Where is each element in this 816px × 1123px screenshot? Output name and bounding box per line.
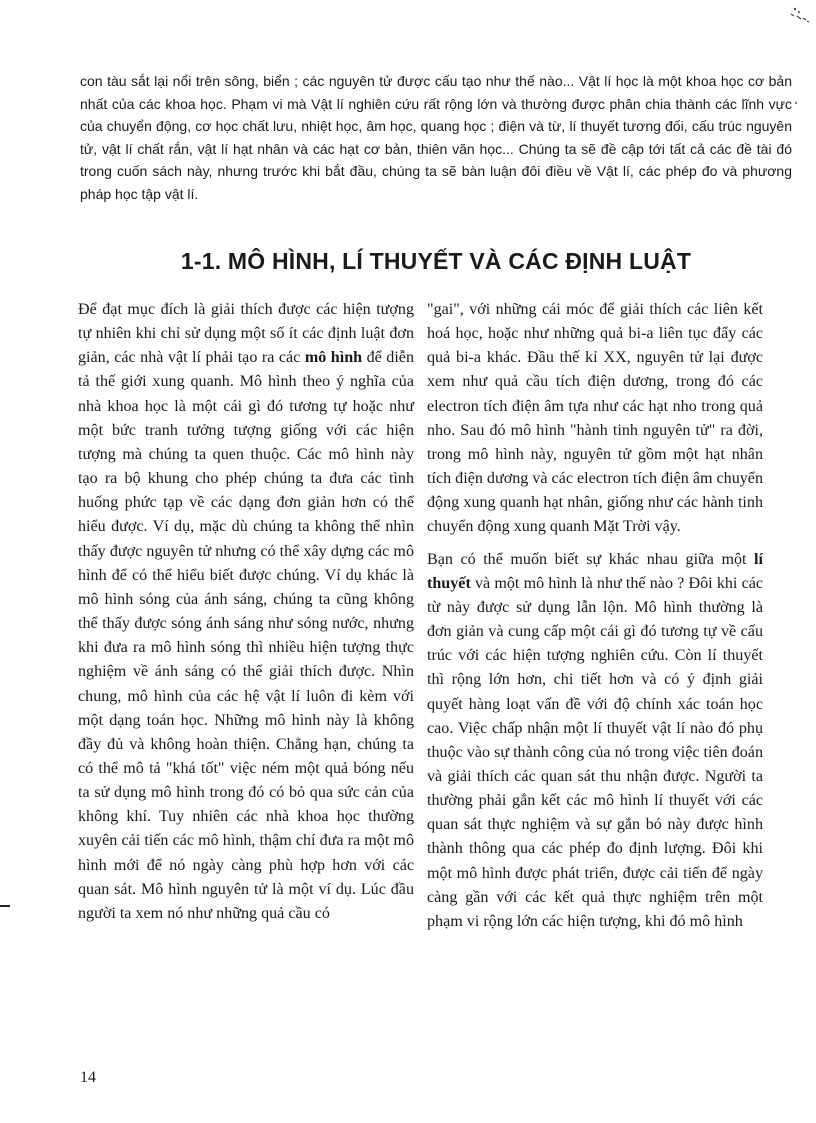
term-li-thuyet: lí thuyết [427,550,763,592]
term-mo-hinh: mô hình [304,349,363,367]
left-column [78,298,414,926]
section-heading: 1-1. MÔ HÌNH, LÍ THUYẾT VÀ CÁC ĐỊNH LUẬT [180,248,692,274]
right-p2-text-a: Bạn có thể muốn biết sự khác nhau giữa một [427,550,755,568]
margin-tick [0,905,10,907]
scan-corner-mark [785,4,813,26]
intro-paragraph: con tàu sắt lại nổi trên sông, biển ; các nguyên tử được cấu tạo như thế nào... Vật lí học là một khoa học cơ bản nhất của các khoa học. Phạm vi mà Vật lí nghiên cứu rất rộng lớn và thường được phân chia thành các lĩnh vực của chuyển động, cơ học chất lưu, nhiệt học, âm học, quang học ; điện và từ, lí thuyết tương đối, cấu trúc nguyên tử, vật lí chất rắn, vật lí hạt nhân và các hạt cơ bản, thiên văn học... Chúng ta sẽ đề cập tới tất cả các đề tài đó trong cuốn sách này, nhưng trước khi bắt đầu, chúng ta sẽ bàn luận đôi điều về Vật lí, các phép đo và phương pháp học tập vật lí. [80,73,792,202]
left-p1-text-a: Để đạt mục đích là giải thích được các hiện tượng tự nhiên khi chỉ sử dụng một số ít các định luật đơn giản, các nhà vật lí phải tạo ra các [78,301,414,367]
page-number: 14 [80,1069,96,1086]
left-p1-text-b: để diễn tả thế giới xung quanh. Mô hình theo ý nghĩa của nhà khoa học là một cái gì đó tương tự hoặc như một bức tranh tưởng tượng giống với các hiện tượng mà chúng ta quen thuộc. Các mô hình này tạo ra bộ khung cho phép chúng ta đưa các tình huống phức tạp về các dạng đơn giản hơn có thể hiểu được. Ví dụ, mặc dù chúng ta không thể nhìn thấy được nguyên tử nhưng có thể xây dựng các mô hình để có thể hiểu biết được chúng. Ví dụ khác là mô hình sóng của ánh sáng, chúng ta cũng không thể thấy được sóng ánh sáng như sóng nước, nhưng khi đưa ra mô hình sóng thì nhiều hiện tượng thực nghiệm về ánh sáng có thể giải thích được. Nhìn chung, mô hình của các hệ vật lí luôn đi kèm với một dạng toán học. Những mô hình này là không đầy đủ và không hoàn thiện. Chẳng hạn, chúng ta có thể mô tả "khá tốt" việc ném một quả bóng nếu ta sử dụng mô hình trong đó có bỏ qua sức cản của không khí. Tuy nhiên các nhà khoa học thường xuyên cải tiến các mô hình, thậm chí đưa ra một mô hình mới để nó ngày càng phù hợp hơn với các quan sát. Mô hình nguyên tử là một ví dụ. Lúc đầu người ta xem nó như những quả cầu có [78,349,414,922]
intro-block [80,70,792,205]
scan-dot [795,102,797,104]
left-paragraph-1 [78,298,414,926]
right-paragraph-1: "gai", với những cái móc để giải thích các liên kết hoá học, hoặc như những quả bi-a liên tục đẩy các quả bi-a khác. Đầu thế kỉ XX, nguyên tử lại được xem như quả cầu tích điện dương, trong đó các electron tích điện âm tựa như các hạt nho trong quả nho. Sau đó mô hình "hành tinh nguyên tử" ra đời, trong mô hình này, nguyên tử gồm một hạt nhân tích điện dương và các electron tích điện âm chuyển động xung quanh hạt nhân, giống như các hành tinh chuyển động xung quanh Mặt Trời vậy. [427,301,763,536]
right-paragraph-2 [427,548,763,935]
right-p2-text-b: và một mô hình là như thế nào ? Đôi khi các từ này được sử dụng lẫn lộn. Mô hình thường là đơn giản và cung cấp một cái gì đó tương tự về cấu trúc với các hiện tượng nghiên cứu. Còn lí thuyết thì rộng lớn hơn, chi tiết hơn và có ý định giải quyết hàng loạt vấn đề với độ chính xác toán học cao. Việc chấp nhận một lí thuyết vật lí nào đó phụ thuộc vào sự thành công của nó trong việc tiên đoán và giải thích các quan sát thu nhận được. Người ta thường phải gắn kết các mô hình lí thuyết với các quan sát thực nghiệm và sự gắn bó này được hình thành thông qua các phép đo định lượng. Đôi khi một mô hình được phát triển, được cải tiến để ngày càng gần với các kết quả thực nghiệm trên một phạm vi rộng lớn các hiện tượng, khi đó mô hình [427,574,763,930]
right-column [427,298,763,934]
